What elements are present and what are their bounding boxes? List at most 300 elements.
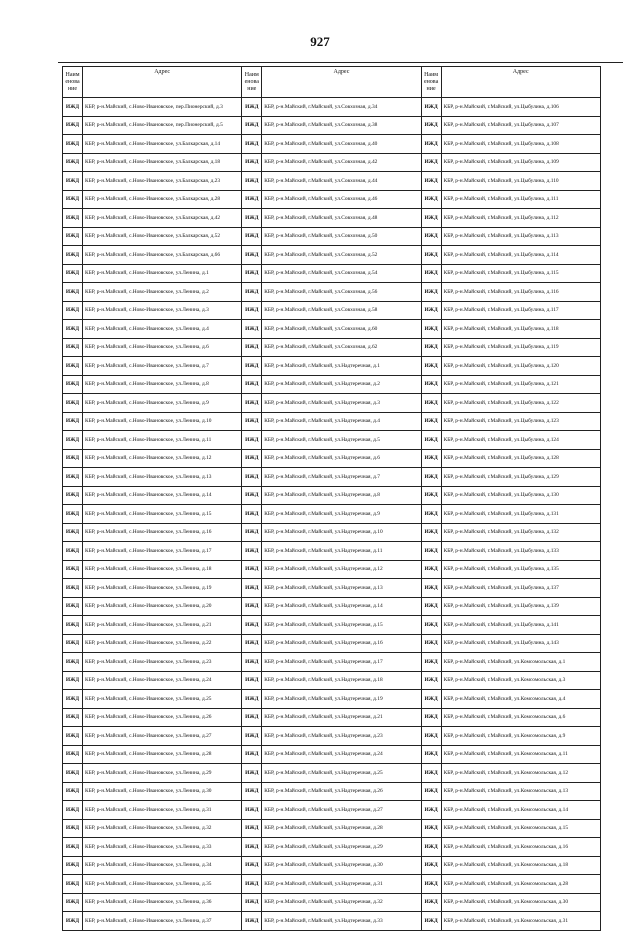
address-cell: КБР, р-н.Майский, г.Майский, ул.Цыбулина, д.120 xyxy=(441,357,600,376)
object-type-cell: ИЖД xyxy=(421,801,441,820)
table-row xyxy=(63,320,601,339)
address-cell: КБР, р-н.Майский, с.Ново-Ивановское, ул.Ленина, д.14 xyxy=(83,486,242,505)
object-type-cell: ИЖД xyxy=(421,394,441,413)
object-type-cell: ИЖД xyxy=(242,597,262,616)
object-type-cell: ИЖД xyxy=(421,135,441,154)
object-type-cell: ИЖД xyxy=(242,708,262,727)
object-type-cell: ИЖД xyxy=(242,782,262,801)
address-cell: КБР, р-н.Майский, с.Ново-Ивановское, ул.Ленина, д.13 xyxy=(83,468,242,487)
table-row xyxy=(63,690,601,709)
address-cell: КБР, р-н.Майский, г.Майский, ул.Надтеречная, д.4 xyxy=(262,412,421,431)
address-cell: КБР, р-н.Майский, г.Майский, ул.Комсомольская, д.30 xyxy=(441,893,600,912)
address-cell: КБР, р-н.Майский, г.Майский, ул.Цыбулина, д.106 xyxy=(441,98,600,117)
address-cell: КБР, р-н.Майский, г.Майский, ул.Надтеречная, д.27 xyxy=(262,801,421,820)
object-type-cell: ИЖД xyxy=(63,597,83,616)
table-row xyxy=(63,912,601,931)
table-row xyxy=(63,875,601,894)
object-type-cell: ИЖД xyxy=(242,875,262,894)
object-type-cell: ИЖД xyxy=(242,135,262,154)
object-type-cell: ИЖД xyxy=(242,283,262,302)
table-row xyxy=(63,727,601,746)
object-type-cell: ИЖД xyxy=(421,264,441,283)
address-cell: КБР, р-н.Майский, с.Ново-Ивановское, ул.Ленина, д.4 xyxy=(83,320,242,339)
object-type-cell: ИЖД xyxy=(421,838,441,857)
object-type-cell: ИЖД xyxy=(63,246,83,265)
column-header-type-1: Наим енова ние xyxy=(63,67,83,98)
object-type-cell: ИЖД xyxy=(63,357,83,376)
object-type-cell: ИЖД xyxy=(421,893,441,912)
object-type-cell: ИЖД xyxy=(63,431,83,450)
address-cell: КБР, р-н.Майский, г.Майский, ул.Комсомольская, д.13 xyxy=(441,782,600,801)
object-type-cell: ИЖД xyxy=(421,116,441,135)
object-type-cell: ИЖД xyxy=(421,172,441,191)
address-cell: КБР, р-н.Майский, г.Майский, ул.Цыбулина, д.124 xyxy=(441,431,600,450)
table-row xyxy=(63,653,601,672)
object-type-cell: ИЖД xyxy=(242,394,262,413)
object-type-cell: ИЖД xyxy=(63,283,83,302)
object-type-cell: ИЖД xyxy=(242,616,262,635)
object-type-cell: ИЖД xyxy=(63,449,83,468)
table-row xyxy=(63,560,601,579)
object-type-cell: ИЖД xyxy=(421,486,441,505)
table-row xyxy=(63,227,601,246)
object-type-cell: ИЖД xyxy=(242,856,262,875)
address-cell: КБР, р-н.Майский, г.Майский, ул.Надтеречная, д.30 xyxy=(262,856,421,875)
object-type-cell: ИЖД xyxy=(242,912,262,931)
object-type-cell: ИЖД xyxy=(63,801,83,820)
object-type-cell: ИЖД xyxy=(63,338,83,357)
object-type-cell: ИЖД xyxy=(63,671,83,690)
address-cell: КБР, р-н.Майский, г.Майский, ул.Цыбулина, д.132 xyxy=(441,523,600,542)
address-cell: КБР, р-н.Майский, г.Майский, ул.Комсомольская, д.31 xyxy=(441,912,600,931)
object-type-cell: ИЖД xyxy=(421,283,441,302)
object-type-cell: ИЖД xyxy=(63,838,83,857)
table-row xyxy=(63,190,601,209)
address-cell: КБР, р-н.Майский, г.Майский, ул.Надтеречная, д.13 xyxy=(262,579,421,598)
address-cell: КБР, р-н.Майский, с.Ново-Ивановское, ул.Ленина, д.7 xyxy=(83,357,242,376)
table-row xyxy=(63,135,601,154)
object-type-cell: ИЖД xyxy=(242,375,262,394)
address-cell: КБР, р-н.Майский, с.Ново-Ивановское, ул.Ленина, д.11 xyxy=(83,431,242,450)
address-cell: КБР, р-н.Майский, г.Майский, ул.Цыбулина, д.135 xyxy=(441,560,600,579)
address-cell: КБР, р-н.Майский, с.Ново-Ивановское, ул.Балкарская, д.18 xyxy=(83,153,242,172)
address-cell: КБР, р-н.Майский, г.Майский, ул.Цыбулина, д.118 xyxy=(441,320,600,339)
object-type-cell: ИЖД xyxy=(421,431,441,450)
address-cell: КБР, р-н.Майский, г.Майский, ул.Надтеречная, д.33 xyxy=(262,912,421,931)
address-cell: КБР, р-н.Майский, с.Ново-Ивановское, ул.Ленина, д.16 xyxy=(83,523,242,542)
table-row xyxy=(63,301,601,320)
address-cell: КБР, р-н.Майский, г.Майский, ул.Надтеречная, д.28 xyxy=(262,819,421,838)
address-cell: КБР, р-н.Майский, г.Майский, ул.Надтеречная, д.2 xyxy=(262,375,421,394)
object-type-cell: ИЖД xyxy=(421,412,441,431)
table-row xyxy=(63,819,601,838)
address-cell: КБР, р-н.Майский, г.Майский, ул.Комсомольская, д.12 xyxy=(441,764,600,783)
address-cell: КБР, р-н.Майский, г.Майский, ул.Надтеречная, д.25 xyxy=(262,764,421,783)
address-cell: КБР, р-н.Майский, с.Ново-Ивановское, ул.Ленина, д.31 xyxy=(83,801,242,820)
object-type-cell: ИЖД xyxy=(421,597,441,616)
address-cell: КБР, р-н.Майский, г.Майский, ул.Комсомольская, д.28 xyxy=(441,875,600,894)
object-type-cell: ИЖД xyxy=(421,875,441,894)
address-cell: КБР, р-н.Майский, г.Майский, ул.Надтеречная, д.11 xyxy=(262,542,421,561)
address-cell: КБР, р-н.Майский, г.Майский, ул.Цыбулина, д.123 xyxy=(441,412,600,431)
address-cell: КБР, р-н.Майский, с.Ново-Ивановское, ул.Ленина, д.25 xyxy=(83,690,242,709)
table-row xyxy=(63,782,601,801)
object-type-cell: ИЖД xyxy=(242,579,262,598)
object-type-cell: ИЖД xyxy=(242,542,262,561)
object-type-cell: ИЖД xyxy=(421,764,441,783)
object-type-cell: ИЖД xyxy=(242,98,262,117)
address-cell: КБР, р-н.Майский, г.Майский, ул.Совхозная, д.42 xyxy=(262,153,421,172)
address-cell: КБР, р-н.Майский, г.Майский, ул.Цыбулина, д.141 xyxy=(441,616,600,635)
address-cell: КБР, р-н.Майский, с.Ново-Ивановское, ул.Балкарская, д.66 xyxy=(83,246,242,265)
address-cell: КБР, р-н.Майский, г.Майский, ул.Комсомольская, д.1 xyxy=(441,653,600,672)
address-cell: КБР, р-н.Майский, с.Ново-Ивановское, ул.Ленина, д.2 xyxy=(83,283,242,302)
address-cell: КБР, р-н.Майский, г.Майский, ул.Надтеречная, д.19 xyxy=(262,690,421,709)
address-cell: КБР, р-н.Майский, г.Майский, ул.Цыбулина, д.133 xyxy=(441,542,600,561)
table-row xyxy=(63,468,601,487)
address-cell: КБР, р-н.Майский, с.Ново-Ивановское, ул.Ленина, д.29 xyxy=(83,764,242,783)
object-type-cell: ИЖД xyxy=(63,745,83,764)
object-type-cell: ИЖД xyxy=(63,98,83,117)
address-cell: КБР, р-н.Майский, г.Майский, ул.Надтеречная, д.26 xyxy=(262,782,421,801)
address-cell: КБР, р-н.Майский, с.Ново-Ивановское, ул.Ленина, д.12 xyxy=(83,449,242,468)
object-type-cell: ИЖД xyxy=(63,690,83,709)
object-type-cell: ИЖД xyxy=(63,616,83,635)
address-cell: КБР, р-н.Майский, г.Майский, ул.Цыбулина, д.130 xyxy=(441,486,600,505)
address-cell: КБР, р-н.Майский, с.Ново-Ивановское, ул.Ленина, д.30 xyxy=(83,782,242,801)
address-cell: КБР, р-н.Майский, с.Ново-Ивановское, ул.Ленина, д.27 xyxy=(83,727,242,746)
address-cell: КБР, р-н.Майский, г.Майский, ул.Цыбулина, д.107 xyxy=(441,116,600,135)
top-rule xyxy=(58,62,623,63)
object-type-cell: ИЖД xyxy=(242,172,262,191)
address-cell: КБР, р-н.Майский, с.Ново-Ивановское, ул.Ленина, д.32 xyxy=(83,819,242,838)
address-cell: КБР, р-н.Майский, г.Майский, ул.Надтеречная, д.24 xyxy=(262,745,421,764)
table-row xyxy=(63,431,601,450)
address-cell: КБР, р-н.Майский, г.Майский, ул.Надтеречная, д.14 xyxy=(262,597,421,616)
object-type-cell: ИЖД xyxy=(242,209,262,228)
object-type-cell: ИЖД xyxy=(421,375,441,394)
object-type-cell: ИЖД xyxy=(421,671,441,690)
address-cell: КБР, р-н.Майский, с.Ново-Ивановское, ул.Балкарская, д.23 xyxy=(83,172,242,191)
object-type-cell: ИЖД xyxy=(63,153,83,172)
object-type-cell: ИЖД xyxy=(242,190,262,209)
object-type-cell: ИЖД xyxy=(63,505,83,524)
address-cell: КБР, р-н.Майский, г.Майский, ул.Цыбулина, д.116 xyxy=(441,283,600,302)
object-type-cell: ИЖД xyxy=(63,579,83,598)
address-cell: КБР, р-н.Майский, с.Ново-Ивановское, ул.Ленина, д.9 xyxy=(83,394,242,413)
table-row xyxy=(63,264,601,283)
object-type-cell: ИЖД xyxy=(63,819,83,838)
object-type-cell: ИЖД xyxy=(63,856,83,875)
object-type-cell: ИЖД xyxy=(63,875,83,894)
object-type-cell: ИЖД xyxy=(242,653,262,672)
address-cell: КБР, р-н.Майский, г.Майский, ул.Надтеречная, д.18 xyxy=(262,671,421,690)
address-cell: КБР, р-н.Майский, г.Майский, ул.Надтеречная, д.10 xyxy=(262,523,421,542)
object-type-cell: ИЖД xyxy=(63,135,83,154)
table-row xyxy=(63,116,601,135)
object-type-cell: ИЖД xyxy=(242,431,262,450)
object-type-cell: ИЖД xyxy=(63,893,83,912)
address-cell: КБР, р-н.Майский, с.Ново-Ивановское, ул.Балкарская, д.42 xyxy=(83,209,242,228)
address-cell: КБР, р-н.Майский, г.Майский, ул.Надтеречная, д.23 xyxy=(262,727,421,746)
address-cell: КБР, р-н.Майский, с.Ново-Ивановское, ул.Ленина, д.26 xyxy=(83,708,242,727)
address-cell: КБР, р-н.Майский, г.Майский, ул.Надтеречная, д.32 xyxy=(262,893,421,912)
object-type-cell: ИЖД xyxy=(63,912,83,931)
object-type-cell: ИЖД xyxy=(421,523,441,542)
object-type-cell: ИЖД xyxy=(242,338,262,357)
address-cell: КБР, р-н.Майский, г.Майский, ул.Надтеречная, д.16 xyxy=(262,634,421,653)
object-type-cell: ИЖД xyxy=(421,227,441,246)
address-cell: КБР, р-н.Майский, с.Ново-Ивановское, ул.Ленина, д.33 xyxy=(83,838,242,857)
address-cell: КБР, р-н.Майский, с.Ново-Ивановское, ул.Ленина, д.3 xyxy=(83,301,242,320)
address-cell: КБР, р-н.Майский, г.Майский, ул.Комсомольская, д.3 xyxy=(441,671,600,690)
column-header-address-1: Адрес xyxy=(83,67,242,98)
address-cell: КБР, р-н.Майский, г.Майский, ул.Совхозная, д.52 xyxy=(262,246,421,265)
column-header-address-3: Адрес xyxy=(441,67,600,98)
object-type-cell: ИЖД xyxy=(63,560,83,579)
table-row xyxy=(63,708,601,727)
object-type-cell: ИЖД xyxy=(421,246,441,265)
address-cell: КБР, р-н.Майский, с.Ново-Ивановское, ул.Ленина, д.15 xyxy=(83,505,242,524)
address-cell: КБР, р-н.Майский, с.Ново-Ивановское, ул.Балкарская, д.28 xyxy=(83,190,242,209)
object-type-cell: ИЖД xyxy=(242,819,262,838)
address-cell: КБР, р-н.Майский, г.Майский, ул.Цыбулина, д.110 xyxy=(441,172,600,191)
address-cell: КБР, р-н.Майский, г.Майский, ул.Цыбулина, д.117 xyxy=(441,301,600,320)
object-type-cell: ИЖД xyxy=(242,745,262,764)
object-type-cell: ИЖД xyxy=(63,375,83,394)
address-cell: КБР, р-н.Майский, г.Майский, ул.Цыбулина, д.139 xyxy=(441,597,600,616)
table-row xyxy=(63,338,601,357)
object-type-cell: ИЖД xyxy=(242,357,262,376)
object-type-cell: ИЖД xyxy=(421,745,441,764)
object-type-cell: ИЖД xyxy=(421,560,441,579)
address-cell: КБР, р-н.Майский, г.Майский, ул.Надтеречная, д.31 xyxy=(262,875,421,894)
address-cell: КБР, р-н.Майский, г.Майский, ул.Совхозная, д.40 xyxy=(262,135,421,154)
object-type-cell: ИЖД xyxy=(63,468,83,487)
address-cell: КБР, р-н.Майский, г.Майский, ул.Цыбулина, д.111 xyxy=(441,190,600,209)
address-cell: КБР, р-н.Майский, с.Ново-Ивановское, ул.Ленина, д.20 xyxy=(83,597,242,616)
address-cell: КБР, р-н.Майский, г.Майский, ул.Цыбулина, д.137 xyxy=(441,579,600,598)
object-type-cell: ИЖД xyxy=(63,708,83,727)
table-row xyxy=(63,523,601,542)
address-cell: КБР, р-н.Майский, г.Майский, ул.Цыбулина, д.109 xyxy=(441,153,600,172)
object-type-cell: ИЖД xyxy=(63,634,83,653)
address-cell: КБР, р-н.Майский, с.Ново-Ивановское, ул.Ленина, д.37 xyxy=(83,912,242,931)
table-row xyxy=(63,801,601,820)
table-row xyxy=(63,764,601,783)
object-type-cell: ИЖД xyxy=(63,264,83,283)
table-row xyxy=(63,579,601,598)
address-cell: КБР, р-н.Майский, г.Майский, ул.Совхозная, д.50 xyxy=(262,227,421,246)
object-type-cell: ИЖД xyxy=(421,912,441,931)
object-type-cell: ИЖД xyxy=(421,782,441,801)
object-type-cell: ИЖД xyxy=(242,671,262,690)
object-type-cell: ИЖД xyxy=(421,190,441,209)
object-type-cell: ИЖД xyxy=(421,320,441,339)
address-cell: КБР, р-н.Майский, г.Майский, ул.Комсомольская, д.11 xyxy=(441,745,600,764)
address-cell: КБР, р-н.Майский, г.Майский, ул.Комсомольская, д.15 xyxy=(441,819,600,838)
object-type-cell: ИЖД xyxy=(421,338,441,357)
address-cell: КБР, р-н.Майский, с.Ново-Ивановское, ул.Ленина, д.1 xyxy=(83,264,242,283)
object-type-cell: ИЖД xyxy=(242,412,262,431)
address-cell: КБР, р-н.Майский, с.Ново-Ивановское, ул.Ленина, д.17 xyxy=(83,542,242,561)
object-type-cell: ИЖД xyxy=(421,209,441,228)
object-type-cell: ИЖД xyxy=(63,653,83,672)
object-type-cell: ИЖД xyxy=(63,486,83,505)
address-cell: КБР, р-н.Майский, с.Ново-Ивановское, ул.Ленина, д.36 xyxy=(83,893,242,912)
address-cell: КБР, р-н.Майский, с.Ново-Ивановское, ул.Балкарская, д.14 xyxy=(83,135,242,154)
address-cell: КБР, р-н.Майский, г.Майский, ул.Комсомольская, д.4 xyxy=(441,690,600,709)
table-row xyxy=(63,542,601,561)
address-cell: КБР, р-н.Майский, г.Майский, ул.Надтеречная, д.5 xyxy=(262,431,421,450)
table-row xyxy=(63,745,601,764)
object-type-cell: ИЖД xyxy=(421,505,441,524)
address-cell: КБР, р-н.Майский, г.Майский, ул.Комсомольская, д.6 xyxy=(441,708,600,727)
object-type-cell: ИЖД xyxy=(242,764,262,783)
address-cell: КБР, р-н.Майский, г.Майский, ул.Цыбулина, д.113 xyxy=(441,227,600,246)
object-type-cell: ИЖД xyxy=(421,727,441,746)
address-cell: КБР, р-н.Майский, г.Майский, ул.Совхозная, д.58 xyxy=(262,301,421,320)
object-type-cell: ИЖД xyxy=(242,116,262,135)
table-body xyxy=(63,98,601,931)
object-type-cell: ИЖД xyxy=(63,764,83,783)
object-type-cell: ИЖД xyxy=(242,246,262,265)
table-row xyxy=(63,153,601,172)
address-cell: КБР, р-н.Майский, г.Майский, ул.Комсомольская, д.18 xyxy=(441,856,600,875)
object-type-cell: ИЖД xyxy=(421,634,441,653)
address-cell: КБР, р-н.Майский, г.Майский, ул.Надтеречная, д.1 xyxy=(262,357,421,376)
object-type-cell: ИЖД xyxy=(242,893,262,912)
address-cell: КБР, р-н.Майский, г.Майский, ул.Цыбулина, д.143 xyxy=(441,634,600,653)
column-header-type-2: Наим енова ние xyxy=(242,67,262,98)
object-type-cell: ИЖД xyxy=(421,708,441,727)
column-header-type-3: Наим енова ние xyxy=(421,67,441,98)
address-cell: КБР, р-н.Майский, с.Ново-Ивановское, ул.Ленина, д.23 xyxy=(83,653,242,672)
address-cell: КБР, р-н.Майский, г.Майский, ул.Цыбулина, д.129 xyxy=(441,468,600,487)
address-cell: КБР, р-н.Майский, г.Майский, ул.Надтеречная, д.12 xyxy=(262,560,421,579)
table-row xyxy=(63,283,601,302)
object-type-cell: ИЖД xyxy=(242,690,262,709)
object-type-cell: ИЖД xyxy=(242,523,262,542)
address-cell: КБР, р-н.Майский, с.Ново-Ивановское, пер.Пионерский, д.5 xyxy=(83,116,242,135)
address-cell: КБР, р-н.Майский, г.Майский, ул.Надтеречная, д.3 xyxy=(262,394,421,413)
address-table xyxy=(62,66,601,931)
object-type-cell: ИЖД xyxy=(421,653,441,672)
table-row xyxy=(63,597,601,616)
object-type-cell: ИЖД xyxy=(63,542,83,561)
address-cell: КБР, р-н.Майский, г.Майский, ул.Надтеречная, д.29 xyxy=(262,838,421,857)
address-cell: КБР, р-н.Майский, г.Майский, ул.Цыбулина, д.115 xyxy=(441,264,600,283)
address-cell: КБР, р-н.Майский, г.Майский, ул.Надтеречная, д.8 xyxy=(262,486,421,505)
address-cell: КБР, р-н.Майский, г.Майский, ул.Совхозная, д.46 xyxy=(262,190,421,209)
table-row xyxy=(63,671,601,690)
address-cell: КБР, р-н.Майский, г.Майский, ул.Цыбулина, д.128 xyxy=(441,449,600,468)
table-row xyxy=(63,375,601,394)
address-cell: КБР, р-н.Майский, с.Ново-Ивановское, ул.Ленина, д.35 xyxy=(83,875,242,894)
address-cell: КБР, р-н.Майский, с.Ново-Ивановское, ул.Балкарская, д.52 xyxy=(83,227,242,246)
column-header-address-2: Адрес xyxy=(262,67,421,98)
address-cell: КБР, р-н.Майский, г.Майский, ул.Цыбулина, д.112 xyxy=(441,209,600,228)
table-row xyxy=(63,893,601,912)
table-row xyxy=(63,394,601,413)
table-row xyxy=(63,616,601,635)
page-number: 927 xyxy=(310,34,330,49)
address-cell: КБР, р-н.Майский, г.Майский, ул.Надтеречная, д.9 xyxy=(262,505,421,524)
address-cell: КБР, р-н.Майский, г.Майский, ул.Надтеречная, д.15 xyxy=(262,616,421,635)
object-type-cell: ИЖД xyxy=(421,819,441,838)
table-row xyxy=(63,856,601,875)
object-type-cell: ИЖД xyxy=(63,412,83,431)
table-row xyxy=(63,246,601,265)
object-type-cell: ИЖД xyxy=(421,153,441,172)
address-cell: КБР, р-н.Майский, с.Ново-Ивановское, ул.Ленина, д.24 xyxy=(83,671,242,690)
object-type-cell: ИЖД xyxy=(421,690,441,709)
table-row xyxy=(63,634,601,653)
table-row xyxy=(63,357,601,376)
object-type-cell: ИЖД xyxy=(242,320,262,339)
table-row xyxy=(63,486,601,505)
address-cell: КБР, р-н.Майский, г.Майский, ул.Комсомольская, д.14 xyxy=(441,801,600,820)
table-row xyxy=(63,449,601,468)
address-cell: КБР, р-н.Майский, с.Ново-Ивановское, ул.Ленина, д.22 xyxy=(83,634,242,653)
object-type-cell: ИЖД xyxy=(421,579,441,598)
object-type-cell: ИЖД xyxy=(63,320,83,339)
address-cell: КБР, р-н.Майский, г.Майский, ул.Надтеречная, д.7 xyxy=(262,468,421,487)
object-type-cell: ИЖД xyxy=(421,98,441,117)
address-cell: КБР, р-н.Майский, г.Майский, ул.Совхозная, д.34 xyxy=(262,98,421,117)
address-cell: КБР, р-н.Майский, г.Майский, ул.Совхозная, д.48 xyxy=(262,209,421,228)
table-row xyxy=(63,505,601,524)
object-type-cell: ИЖД xyxy=(242,301,262,320)
address-cell: КБР, р-н.Майский, г.Майский, ул.Совхозная, д.54 xyxy=(262,264,421,283)
object-type-cell: ИЖД xyxy=(63,172,83,191)
object-type-cell: ИЖД xyxy=(63,394,83,413)
address-cell: КБР, р-н.Майский, г.Майский, ул.Совхозная, д.62 xyxy=(262,338,421,357)
address-cell: КБР, р-н.Майский, г.Майский, ул.Цыбулина, д.122 xyxy=(441,394,600,413)
table-row xyxy=(63,98,601,117)
address-cell: КБР, р-н.Майский, г.Майский, ул.Комсомольская, д.9 xyxy=(441,727,600,746)
object-type-cell: ИЖД xyxy=(63,301,83,320)
object-type-cell: ИЖД xyxy=(421,357,441,376)
object-type-cell: ИЖД xyxy=(242,468,262,487)
address-cell: КБР, р-н.Майский, г.Майский, ул.Цыбулина, д.131 xyxy=(441,505,600,524)
object-type-cell: ИЖД xyxy=(421,449,441,468)
object-type-cell: ИЖД xyxy=(242,486,262,505)
address-cell: КБР, р-н.Майский, г.Майский, ул.Цыбулина, д.108 xyxy=(441,135,600,154)
address-cell: КБР, р-н.Майский, г.Майский, ул.Надтеречная, д.6 xyxy=(262,449,421,468)
address-cell: КБР, р-н.Майский, г.Майский, ул.Цыбулина, д.121 xyxy=(441,375,600,394)
address-cell: КБР, р-н.Майский, г.Майский, ул.Надтеречная, д.17 xyxy=(262,653,421,672)
object-type-cell: ИЖД xyxy=(63,782,83,801)
object-type-cell: ИЖД xyxy=(63,727,83,746)
table-header-row xyxy=(63,67,601,98)
object-type-cell: ИЖД xyxy=(242,801,262,820)
object-type-cell: ИЖД xyxy=(63,227,83,246)
object-type-cell: ИЖД xyxy=(242,505,262,524)
address-cell: КБР, р-н.Майский, с.Ново-Ивановское, ул.Ленина, д.10 xyxy=(83,412,242,431)
address-cell: КБР, р-н.Майский, с.Ново-Ивановское, ул.Ленина, д.8 xyxy=(83,375,242,394)
object-type-cell: ИЖД xyxy=(242,560,262,579)
object-type-cell: ИЖД xyxy=(242,264,262,283)
object-type-cell: ИЖД xyxy=(421,856,441,875)
object-type-cell: ИЖД xyxy=(421,468,441,487)
address-cell: КБР, р-н.Майский, г.Майский, ул.Совхозная, д.44 xyxy=(262,172,421,191)
object-type-cell: ИЖД xyxy=(63,523,83,542)
address-cell: КБР, р-н.Майский, с.Ново-Ивановское, ул.Ленина, д.34 xyxy=(83,856,242,875)
table-row xyxy=(63,838,601,857)
object-type-cell: ИЖД xyxy=(421,616,441,635)
object-type-cell: ИЖД xyxy=(421,542,441,561)
